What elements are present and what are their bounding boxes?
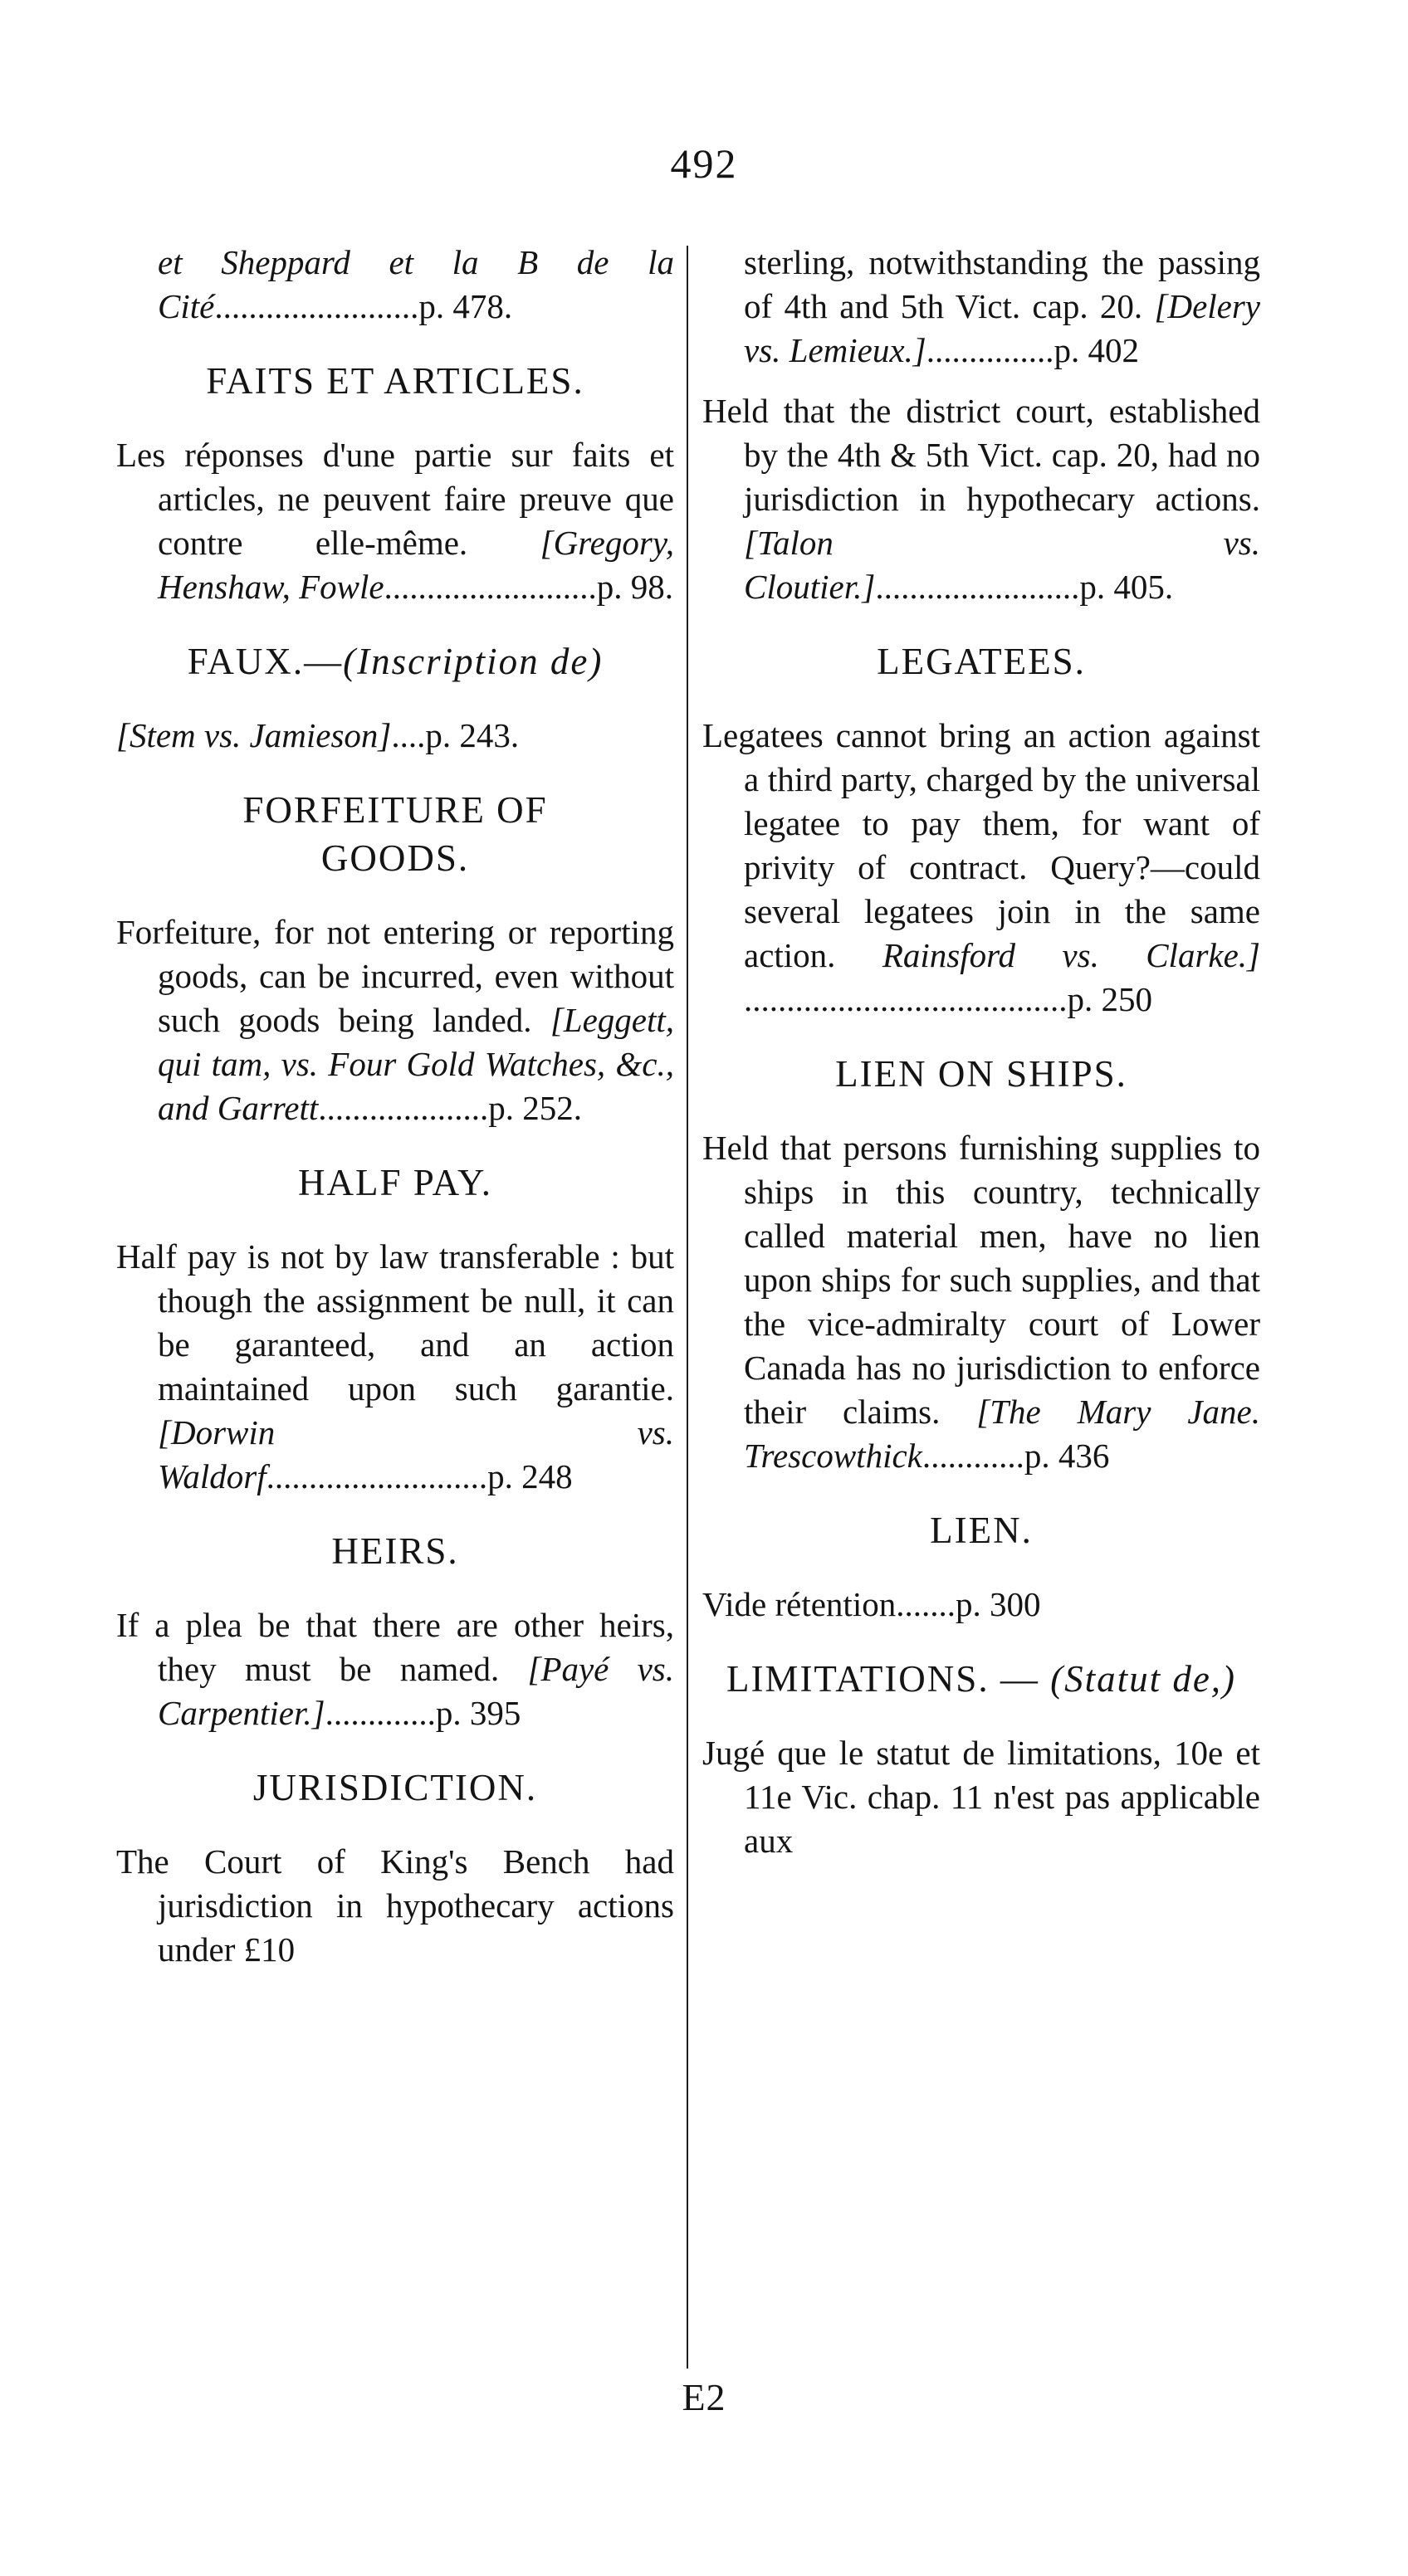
page-reference: ....p. 243.: [391, 716, 520, 754]
page-number: 492: [670, 140, 738, 187]
entry-forfeiture: [116, 910, 674, 1130]
page-reference: ........................p. 478.: [214, 287, 513, 325]
heading-subtitle: (Inscription de): [343, 641, 604, 682]
heading-faux: [116, 637, 674, 685]
heading-forfeiture: [116, 786, 674, 882]
heading-line: GOODS.: [320, 837, 470, 879]
entry-text: sterling, notwithstanding the passing of 4th and 5th Vict. cap. 20.: [744, 243, 1260, 325]
signature-mark: E2: [682, 2376, 726, 2418]
right-column: [702, 241, 1260, 1871]
heading-lien-on-ships: LIEN ON SHIPS.: [835, 1053, 1127, 1095]
page-reference: ..........................p. 248: [266, 1457, 573, 1495]
continued-entry: [702, 241, 1260, 373]
page-reference: ...............p. 402: [926, 331, 1140, 369]
entry-half-pay: [116, 1235, 674, 1499]
case-citation: [Delery vs. Lemieux.]: [744, 287, 1261, 369]
entry-text: Legatees cannot bring an action against a third party, charged by the universal legatee to pay them, for want of privity of contract. Query?—could several legatees join in the same action.: [702, 716, 1260, 974]
heading-jurisdiction: JURISDICTION.: [252, 1767, 538, 1808]
entry-faits-et-articles: [116, 433, 674, 609]
case-citation: Rainsford vs. Clarke.]: [882, 936, 1261, 974]
entry-jurisdiction: [116, 1840, 674, 1972]
page-reference: .......p. 300: [896, 1585, 1041, 1623]
column-divider: [687, 246, 688, 2369]
entry-faux: [116, 714, 674, 758]
continued-entry: [116, 241, 674, 329]
heading-legatees: LEGATEES.: [877, 641, 1086, 682]
entry-limitations: [702, 1731, 1260, 1863]
entry-text: Held that the district court, established by the 4th & 5th Vict. cap. 20, had no jurisdiction in hypothecary actions.: [702, 392, 1260, 518]
case-citation: [The Mary Jane. Trescowthick: [744, 1393, 1260, 1475]
page-reference: .........................p. 98.: [384, 568, 674, 606]
case-citation: [Leggett, qui tam, vs. Four Gold Watches, &c., and Garrett: [158, 1001, 675, 1127]
heading-line: FORFEITURE OF: [242, 789, 548, 831]
entry-text: Jugé que le statut de limitations, 10e et 11e Vic. chap. 11 n'est pas applicable aux: [702, 1734, 1260, 1860]
heading-subtitle: (Statut de,): [1050, 1658, 1237, 1700]
case-citation: et Sheppard et la B de la Cité: [158, 243, 674, 325]
heading-faits-et-articles: FAITS ET ARTICLES.: [206, 360, 584, 402]
entry-text: Vide rétention: [702, 1585, 897, 1623]
entry-heirs: [116, 1603, 674, 1735]
case-citation: [Payé vs. Carpentier.]: [158, 1650, 675, 1732]
entry-legatees: [702, 714, 1260, 1022]
left-column: [116, 241, 674, 1980]
entry-district-court: [702, 389, 1260, 609]
case-citation: [Gregory, Henshaw, Fowle: [158, 524, 675, 606]
heading-text: LIMITATIONS. —: [726, 1658, 1039, 1700]
page-reference: ....................p. 252.: [318, 1089, 582, 1127]
heading-lien: LIEN.: [930, 1510, 1033, 1551]
page-reference: ......................................p. 250: [744, 980, 1152, 1018]
case-citation: [Talon vs. Cloutier.]: [744, 524, 1260, 606]
heading-heirs: HEIRS.: [331, 1530, 459, 1572]
entry-lien: [702, 1583, 1260, 1627]
entry-text: If a plea be that there are other heirs, they must be named.: [116, 1606, 674, 1688]
entry-text: The Court of King's Bench had jurisdiction in hypothecary actions under £10: [116, 1842, 674, 1969]
case-citation: [Stem vs. Jamieson]: [116, 716, 392, 754]
page-reference: .............p. 395: [325, 1694, 521, 1732]
entry-text: Forfeiture, for not entering or reporting goods, can be incurred, even without such goods being landed.: [116, 913, 674, 1039]
entry-text: Les réponses d'une partie sur faits et articles, ne peuvent faire preuve que contre elle-même.: [116, 436, 674, 562]
entry-text: Held that persons furnishing supplies to ships in this country, technically called material men, have no lien upon ships for such supplies, and that the vice-admiralty court of Lower Canada has no jurisdiction to enforce their claims.: [702, 1129, 1260, 1431]
entry-lien-on-ships: [702, 1126, 1260, 1478]
entry-text: Half pay is not by law transferable : but though the assignment be null, it can be garanteed, and an action maintained upon such garantie.: [116, 1237, 674, 1408]
page-reference: ............p. 436: [922, 1437, 1110, 1475]
heading-limitations: [702, 1655, 1260, 1703]
heading-text: FAUX.—: [187, 641, 344, 682]
heading-half-pay: HALF PAY.: [298, 1162, 492, 1203]
case-citation: [Dorwin vs. Waldorf: [158, 1413, 674, 1495]
page-reference: ........................p. 405.: [875, 568, 1174, 606]
